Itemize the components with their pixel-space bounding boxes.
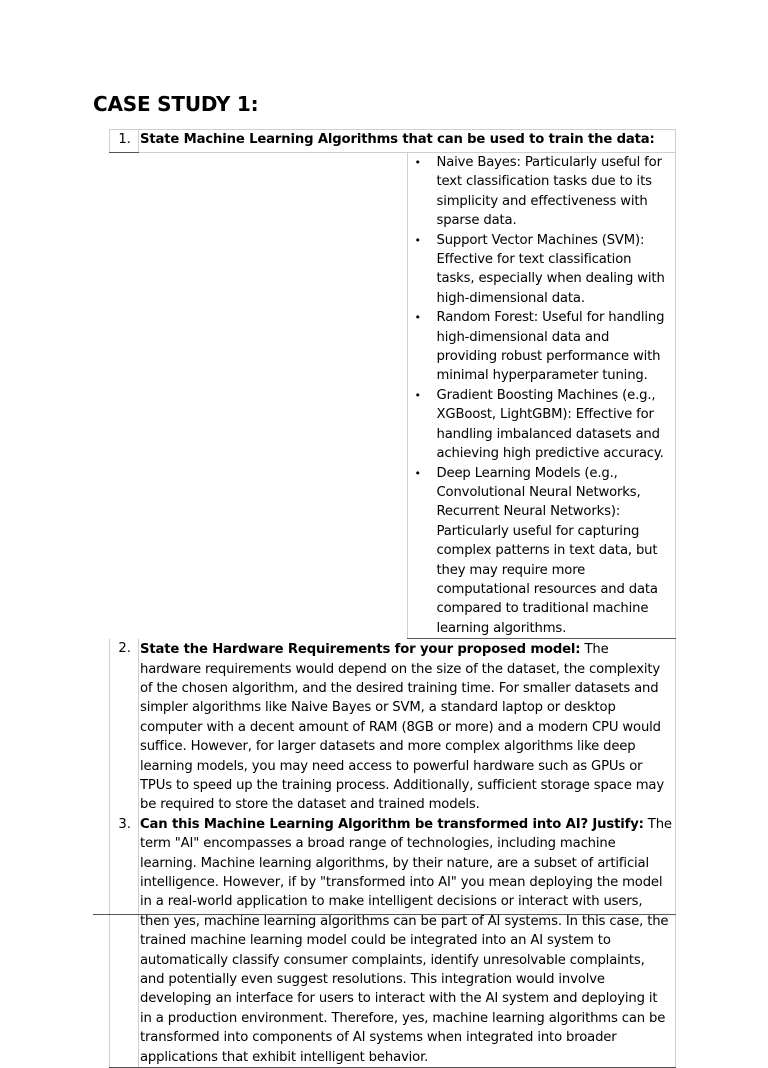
list-item: • Support Vector Machines (SVM): Effective for text classification tasks, especially when dealing with high-dimensional data. <box>437 231 674 309</box>
question-row-3 <box>110 815 676 1068</box>
question-answer: The term "AI" encompasses a broad range of technologies, including machine learning. Machine learning algorithms, by their nature, are a subset of artificial intelligence. However, if by "transformed into AI" you mean deploying the model in a real-world application to make intelligent decisions or interact with users, then yes, machine learning algorithms can be part of AI systems. In this case, the trained machine learning model could be integrated into an AI system to automatically classify consumer complaints, identify unresolvable complaints, and potentially even suggest resolutions. This integration would involve developing an interface for users to interact with the AI system and deploying it in a production environment. Therefore, yes, machine learning algorithms can be transformed into components of AI systems when integrated into broader applications that exhibit intelligent behavior. <box>140 816 672 1065</box>
question-1-answers <box>110 153 676 639</box>
question-heading: State the Hardware Requirements for your proposed model: <box>140 642 581 658</box>
question-row-1 <box>110 130 676 153</box>
question-row-2 <box>110 639 676 815</box>
questions-table <box>109 129 676 1068</box>
list-item: • Deep Learning Models (e.g., Convolutional Neural Networks, Recurrent Neural Networks): Particularly useful for capturing complex patterns in text data, but they may require more computational resources and data compared to traditional machine learning algorithms. <box>437 464 674 639</box>
question-text <box>139 815 676 1068</box>
algorithm-list <box>408 153 674 638</box>
question-text <box>139 130 676 153</box>
question-heading: Can this Machine Learning Algorithm be transformed into AI? Justify: <box>140 816 644 832</box>
question-number: 3. <box>110 815 139 1068</box>
question-number: 1. <box>110 130 139 153</box>
algorithm-list-cell <box>407 153 676 639</box>
question-text <box>139 639 676 815</box>
question-answer: The hardware requirements would depend on the size of the dataset, the complexity of the chosen algorithm, and the desired training time. For smaller datasets and simpler algorithms like Naive Bayes or SVM, a standard laptop or desktop computer with a decent amount of RAM (8GB or more) and a modern CPU would suffice. However, for larger datasets and more complex algorithms like deep learning models, you may need access to powerful hardware such as GPUs or TPUs to speed up the training process. Additionally, sufficient storage space may be required to store the dataset and trained models. <box>140 642 665 813</box>
list-item: • Naive Bayes: Particularly useful for text classification tasks due to its simplicity and effectiveness with sparse data. <box>437 153 674 231</box>
question-heading: State Machine Learning Algorithms that can be used to train the data: <box>140 132 655 147</box>
list-item: • Gradient Boosting Machines (e.g., XGBoost, LightGBM): Effective for handling imbalanced datasets and achieving high predictive accuracy. <box>437 386 674 464</box>
list-item: • Random Forest: Useful for handling high-dimensional data and providing robust performance with minimal hyperparameter tuning. <box>437 308 674 386</box>
page-title: CASE STUDY 1: <box>93 92 259 116</box>
footer-divider <box>93 914 676 915</box>
question-number: 2. <box>110 639 139 815</box>
